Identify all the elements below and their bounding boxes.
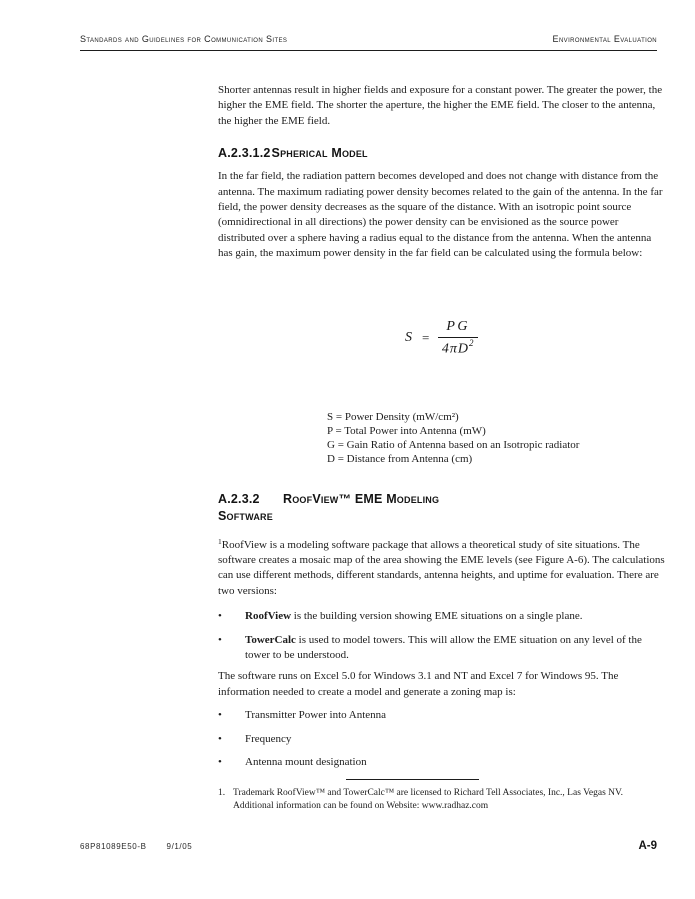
section-number: A.2.3.1.2 [218,146,271,161]
page-number: A-9 [638,840,657,852]
formula-exponent: 2 [468,337,475,348]
list-item-rest: is the building version showing EME situations on a single plane. [291,610,583,623]
list-item-lead: TowerCalc [245,633,296,646]
formula-lhs: S [404,330,413,346]
section-title: Spherical Model [271,146,368,161]
bullet-icon: • [218,633,222,646]
page-header [80,34,657,44]
list-item-text: Frequency [245,732,292,745]
intro-paragraph: Shorter antennas result in higher fields and exposure for a constant power. The greater the power, the higher the EME field. The shorter the aperture, the higher the EME field. The closer to the antenna, the higher the EME field. [218,84,663,127]
list-item-towercalc [218,633,665,664]
footnote-number: 1. [218,788,226,799]
bullet-icon: • [218,756,222,769]
formula-fraction [438,319,478,358]
definition-power-density: S = Power Density (mW/cm²) [327,410,459,423]
list-item-text [245,633,665,664]
footnote-text [233,787,665,813]
list-item-text: Antenna mount designation [245,756,367,769]
page-footer [80,840,657,852]
header-left-title: Standards and Guidelines for Communication Sites [80,34,288,44]
formula-numerator: PG [446,318,470,334]
section-title-line2: Software [218,508,273,523]
list-item-text: Transmitter Power into Antenna [245,709,387,722]
roofview-intro-paragraph [218,534,665,600]
document-number: 68P81089E50-B [80,842,147,851]
list-item-rest: is used to model towers. This will allow the EME situation on any level of the tower to be understood. [245,633,642,662]
header-rule [80,50,657,51]
definition-distance: D = Distance from Antenna (cm) [327,452,473,465]
footnote-line: Trademark RoofView™ and TowerCalc™ are licensed to Richard Tell Associates, Inc., Las Vegas NV. [233,788,624,799]
section-heading-spherical-model [218,146,665,160]
definition-gain-ratio: G = Gain Ratio of Antenna based on an Isotropic radiator [327,438,580,451]
list-item-text [245,609,665,624]
section-heading-roofview [218,491,665,508]
list-item-roofview [218,609,665,624]
page-content [218,83,665,813]
bullet-icon: • [218,610,222,623]
list-item-frequency [218,732,665,747]
header-right-title: Environmental Evaluation [552,34,657,44]
footnote-separator-rule [346,779,479,780]
list-item-antenna-mount [218,755,665,770]
roofview-intro-text: RoofView is a modeling software package that allows a theoretical study of site situations. The software creates a mosaic map of the area showing the EME levels (see Figure A-6). The calculations can use different methods, different standards, antenna heights, and uptime for evaluation. There are two versions: [218,538,665,597]
bullet-icon: • [218,732,222,745]
footnote-line: Additional information can be found on Website: www.radhaz.com [233,801,489,812]
software-requirements-paragraph: The software runs on Excel 5.0 for Windows 3.1 and NT and Excel 7 for Windows 95. The information needed to create a model and generate a zoning map is: [218,670,619,698]
formula-denominator-term: 4πD [441,341,469,357]
power-density-formula [218,319,665,358]
formula-equals-sign: = [421,330,430,346]
definition-total-power: P = Total Power into Antenna (mW) [327,424,486,437]
list-item-transmitter-power [218,708,665,723]
footnote-reference: 1 [218,536,222,546]
spherical-model-paragraph: In the far field, the radiation pattern becomes developed and does not change with distance from the antenna. The maximum radiating power density becomes related to the gain of the antenna. In the far field, the power density decreases as the square of the distance. With an isotropic point source (omnidirectional in all directions) the power density can be envisioned as the source power distributed over a sphere having a radius equal to the distance from the antenna. When the antenna has gain, the maximum power density in the far field can be calculated using the formula below: [218,170,663,260]
variable-definitions [327,410,665,466]
section-number: A.2.3.2 [218,491,260,506]
bullet-icon: • [218,709,222,722]
formula-denominator [441,339,476,358]
list-item-lead: RoofView [245,610,292,623]
footer-document-info [80,842,192,851]
revision-date: 9/1/05 [166,842,193,851]
section-title-line1: RoofView™ EME Modeling [283,491,440,506]
footnote [218,787,665,813]
